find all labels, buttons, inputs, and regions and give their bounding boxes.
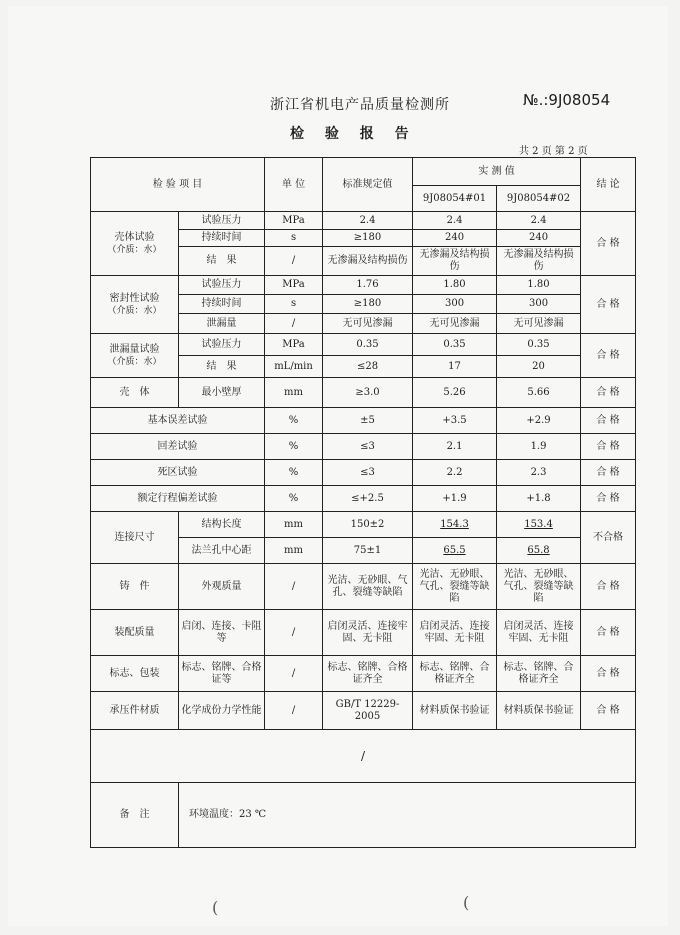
- cell: ≥3.0: [323, 378, 413, 408]
- conclusion-cell: 合 格: [581, 656, 636, 692]
- cell: 标志、铭牌、合格证齐全: [323, 656, 413, 692]
- cell: 5.66: [497, 378, 581, 408]
- cell: 1.80: [497, 276, 581, 295]
- cell: ±5: [323, 408, 413, 434]
- cell: 无渗漏及结构损伤: [497, 247, 581, 276]
- cell: mL/min: [265, 356, 323, 378]
- cell: 150±2: [323, 512, 413, 538]
- cell: 2.4: [497, 212, 581, 230]
- cell: %: [265, 408, 323, 434]
- cell: /: [265, 314, 323, 334]
- cell: 20: [497, 356, 581, 378]
- cell: 0.35: [413, 334, 497, 356]
- cell: 启闭灵活、连接牢固、无卡阻: [497, 610, 581, 656]
- cell: 光洁、无砂眼、气孔、裂缝等缺陷: [497, 564, 581, 610]
- cell: 回差试验: [91, 434, 265, 460]
- cell: 壳 体: [91, 378, 179, 408]
- cell: 装配质量: [91, 610, 179, 656]
- cell: 240: [413, 230, 497, 247]
- cell: 法兰孔中心距: [179, 538, 265, 564]
- conclusion-cell: 合 格: [581, 334, 636, 378]
- conclusion-cell: 合 格: [581, 692, 636, 730]
- cell: 标志、铭牌、合格证齐全: [413, 656, 497, 692]
- cell: 0.35: [497, 334, 581, 356]
- header-conclusion: 结 论: [581, 158, 636, 212]
- conclusion-cell: 合 格: [581, 408, 636, 434]
- connection-label: 连接尺寸: [91, 512, 179, 564]
- conclusion-cell: 合 格: [581, 434, 636, 460]
- cell: 试验压力: [179, 212, 265, 230]
- cell: MPa: [265, 276, 323, 295]
- cell: 结 果: [179, 247, 265, 276]
- cell: GB/T 12229-2005: [323, 692, 413, 730]
- cell: 标志、铭牌、合格证等: [179, 656, 265, 692]
- page-indicator: 共 2 页 第 2 页: [519, 146, 588, 157]
- header-std: 标准规定值: [323, 158, 413, 212]
- cell: 持续时间: [179, 230, 265, 247]
- conclusion-cell: 合 格: [581, 378, 636, 408]
- cell: 光洁、无砂眼、气孔、裂缝等缺陷: [413, 564, 497, 610]
- cell: mm: [265, 512, 323, 538]
- cell: 5.26: [413, 378, 497, 408]
- cell: 2.3: [497, 460, 581, 486]
- cell: ≤28: [323, 356, 413, 378]
- cell: /: [265, 692, 323, 730]
- cell: 300: [413, 295, 497, 314]
- cell: 泄漏量: [179, 314, 265, 334]
- seal-test-label: 密封性试验 （介质：水）: [91, 276, 179, 334]
- footer-mark-right: (: [463, 893, 470, 912]
- cell: 0.35: [323, 334, 413, 356]
- cell: /: [265, 247, 323, 276]
- cell: 2.4: [413, 212, 497, 230]
- cell: mm: [265, 538, 323, 564]
- cell: 1.76: [323, 276, 413, 295]
- report-title: 检 验 报 告: [290, 126, 417, 142]
- cell: %: [265, 434, 323, 460]
- cell: 承压件材质: [91, 692, 179, 730]
- cell: +3.5: [413, 408, 497, 434]
- cell: 光洁、无砂眼、气孔、裂缝等缺陷: [323, 564, 413, 610]
- cell: 启闭、连接、卡阻等: [179, 610, 265, 656]
- cell: /: [265, 610, 323, 656]
- cell: mm: [265, 378, 323, 408]
- inspection-table: [90, 157, 636, 848]
- cell: /: [265, 564, 323, 610]
- conclusion-cell: 合 格: [581, 460, 636, 486]
- cell: s: [265, 230, 323, 247]
- cell: 17: [413, 356, 497, 378]
- conclusion-cell: 不合格: [581, 512, 636, 564]
- cell: 标志、包装: [91, 656, 179, 692]
- cell: +1.8: [497, 486, 581, 512]
- remarks-value: 环境温度：23 ℃: [179, 783, 636, 848]
- footer-mark-left: (: [212, 898, 219, 917]
- cell: ≤+2.5: [323, 486, 413, 512]
- cell: 铸 件: [91, 564, 179, 610]
- inspection-table-wrap: [90, 157, 635, 848]
- cell: 外观质量: [179, 564, 265, 610]
- leak-test-label: 泄漏量试验 （介质：水）: [91, 334, 179, 378]
- cell: ≥180: [323, 295, 413, 314]
- cell: %: [265, 486, 323, 512]
- cell: +1.9: [413, 486, 497, 512]
- cell: 最小壁厚: [179, 378, 265, 408]
- shell-test-label: 壳体试验 （介质：水）: [91, 212, 179, 276]
- conclusion-cell: 合 格: [581, 486, 636, 512]
- cell: 65.5: [413, 538, 497, 564]
- cell: 300: [497, 295, 581, 314]
- cell: s: [265, 295, 323, 314]
- cell: 死区试验: [91, 460, 265, 486]
- cell: 2.2: [413, 460, 497, 486]
- institute-name: 浙江省机电产品质量检测所: [270, 97, 450, 113]
- cell: 无渗漏及结构损伤: [413, 247, 497, 276]
- cell: +2.9: [497, 408, 581, 434]
- remarks-label: 备 注: [91, 783, 179, 848]
- cell: /: [265, 656, 323, 692]
- cell: 持续时间: [179, 295, 265, 314]
- cell: 1.9: [497, 434, 581, 460]
- cell: 1.80: [413, 276, 497, 295]
- cell: 结构长度: [179, 512, 265, 538]
- header-measured: 实 测 值: [413, 158, 581, 186]
- cell: 2.4: [323, 212, 413, 230]
- cell: 启闭灵活、连接牢固、无卡阻: [413, 610, 497, 656]
- cell: 材料质保书验证: [497, 692, 581, 730]
- cell: ≤3: [323, 434, 413, 460]
- cell: 75±1: [323, 538, 413, 564]
- conclusion-cell: 合 格: [581, 610, 636, 656]
- cell: ≤3: [323, 460, 413, 486]
- cell: 结 果: [179, 356, 265, 378]
- cell: ≥180: [323, 230, 413, 247]
- conclusion-cell: 合 格: [581, 564, 636, 610]
- header-unit: 单 位: [265, 158, 323, 212]
- cell: 65.8: [497, 538, 581, 564]
- cell: 2.1: [413, 434, 497, 460]
- blank-mark: /: [91, 730, 636, 783]
- cell: 153.4: [497, 512, 581, 538]
- cell: 无可见渗漏: [323, 314, 413, 334]
- header-sample1: 9J08054#01: [413, 186, 497, 212]
- header-item: 检 验 项 目: [91, 158, 265, 212]
- cell: 无可见渗漏: [413, 314, 497, 334]
- cell: 材料质保书验证: [413, 692, 497, 730]
- conclusion-cell: 合 格: [581, 276, 636, 334]
- conclusion-cell: 合 格: [581, 212, 636, 276]
- header-sample2: 9J08054#02: [497, 186, 581, 212]
- cell: 试验压力: [179, 334, 265, 356]
- cell: 启闭灵活、连接牢固、无卡阻: [323, 610, 413, 656]
- cell: 化学成份力学性能: [179, 692, 265, 730]
- cell: 无可见渗漏: [497, 314, 581, 334]
- cell: MPa: [265, 334, 323, 356]
- cell: 240: [497, 230, 581, 247]
- cell: %: [265, 460, 323, 486]
- cell: 额定行程偏差试验: [91, 486, 265, 512]
- report-number: №.:9J08054: [523, 91, 611, 109]
- cell: MPa: [265, 212, 323, 230]
- cell: 标志、铭牌、合格证齐全: [497, 656, 581, 692]
- cell: 154.3: [413, 512, 497, 538]
- cell: 试验压力: [179, 276, 265, 295]
- cell: 无渗漏及结构损伤: [323, 247, 413, 276]
- cell: 基本误差试验: [91, 408, 265, 434]
